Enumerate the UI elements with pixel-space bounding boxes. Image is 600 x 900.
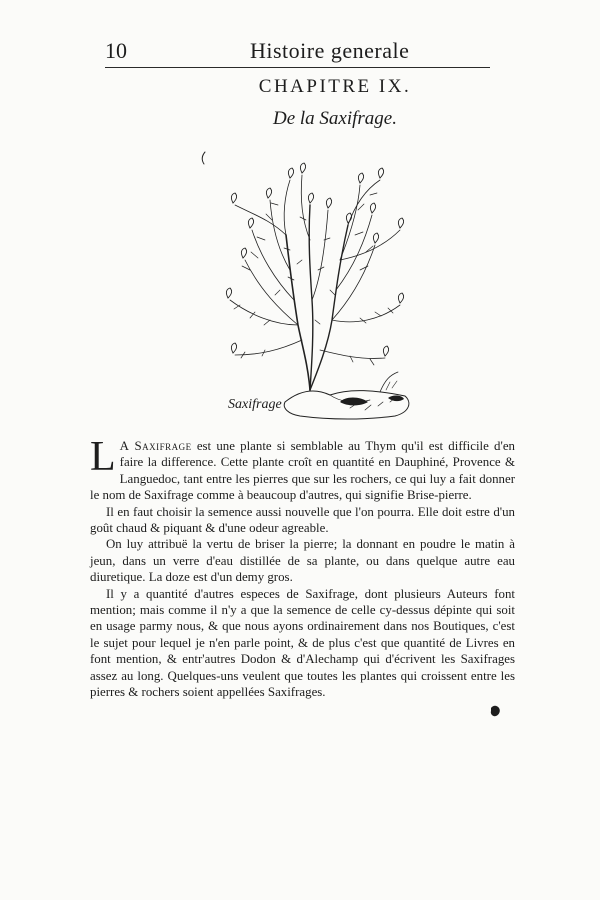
ink-blot-icon xyxy=(488,704,502,718)
chapter-title: CHAPITRE IX. xyxy=(258,76,412,97)
paragraph-3: On luy attribuë la vertu de briser la pierre; la donnant en poudre le matin à jeun, dans un verre d'eau distillée de sa plante, ou dans quelque autre eau diuretique. La doze est d'un demy gros. xyxy=(90,537,515,585)
lead-small-caps: A Saxifrage xyxy=(119,439,192,453)
paragraph-1 xyxy=(90,434,515,504)
saxifrage-plant-icon xyxy=(190,140,430,430)
paragraph-1-text: est une plante si semblable au Thym qu'il est difficile d'en faire la difference. Cette plante croît en quantité en Dauphiné, Provence & Languedoc, tant entre les pierres que sur les rochers, ce qui luy a fait donner le nom de Saxifrage comme à beaucoup d'autres, qui signifie Brise-pierre. xyxy=(90,439,515,503)
running-head xyxy=(105,38,490,64)
page-number: 10 xyxy=(105,38,127,63)
chapter-subtitle: De la Saxifrage. xyxy=(272,108,397,129)
paragraph-4: Il y a quantité d'autres especes de Saxifrage, dont plusieurs Auteurs font mention; mais comme il n'y a que la semence de celle cy-dessus dépinte qui soit en usage parmy nous, & que nous ayons ordinairement dans nos Boutiques, c'est le sujet pour lequel je n'en parle point, & de plus c'est que quantité de Livres en font mention, & entr'autres Dodon & d'Alechamp qui d'écrivent les Saxifrages assez au long. Quelques-uns veulent que toutes les plantes qui croissent entre les pierres & rochers soient appellées Saxifrages. xyxy=(90,586,515,700)
drop-cap: L xyxy=(90,434,116,480)
running-title: Histoire generale xyxy=(250,38,410,63)
body-text xyxy=(90,434,515,701)
paragraph-2: Il en faut choisir la semence aussi nouvelle que l'on pourra. Elle doit estre d'un goût chaud & piquant & d'une odeur agreable. xyxy=(90,504,515,536)
header-rule xyxy=(105,67,490,68)
illustration-caption: Saxifrage xyxy=(228,397,282,412)
